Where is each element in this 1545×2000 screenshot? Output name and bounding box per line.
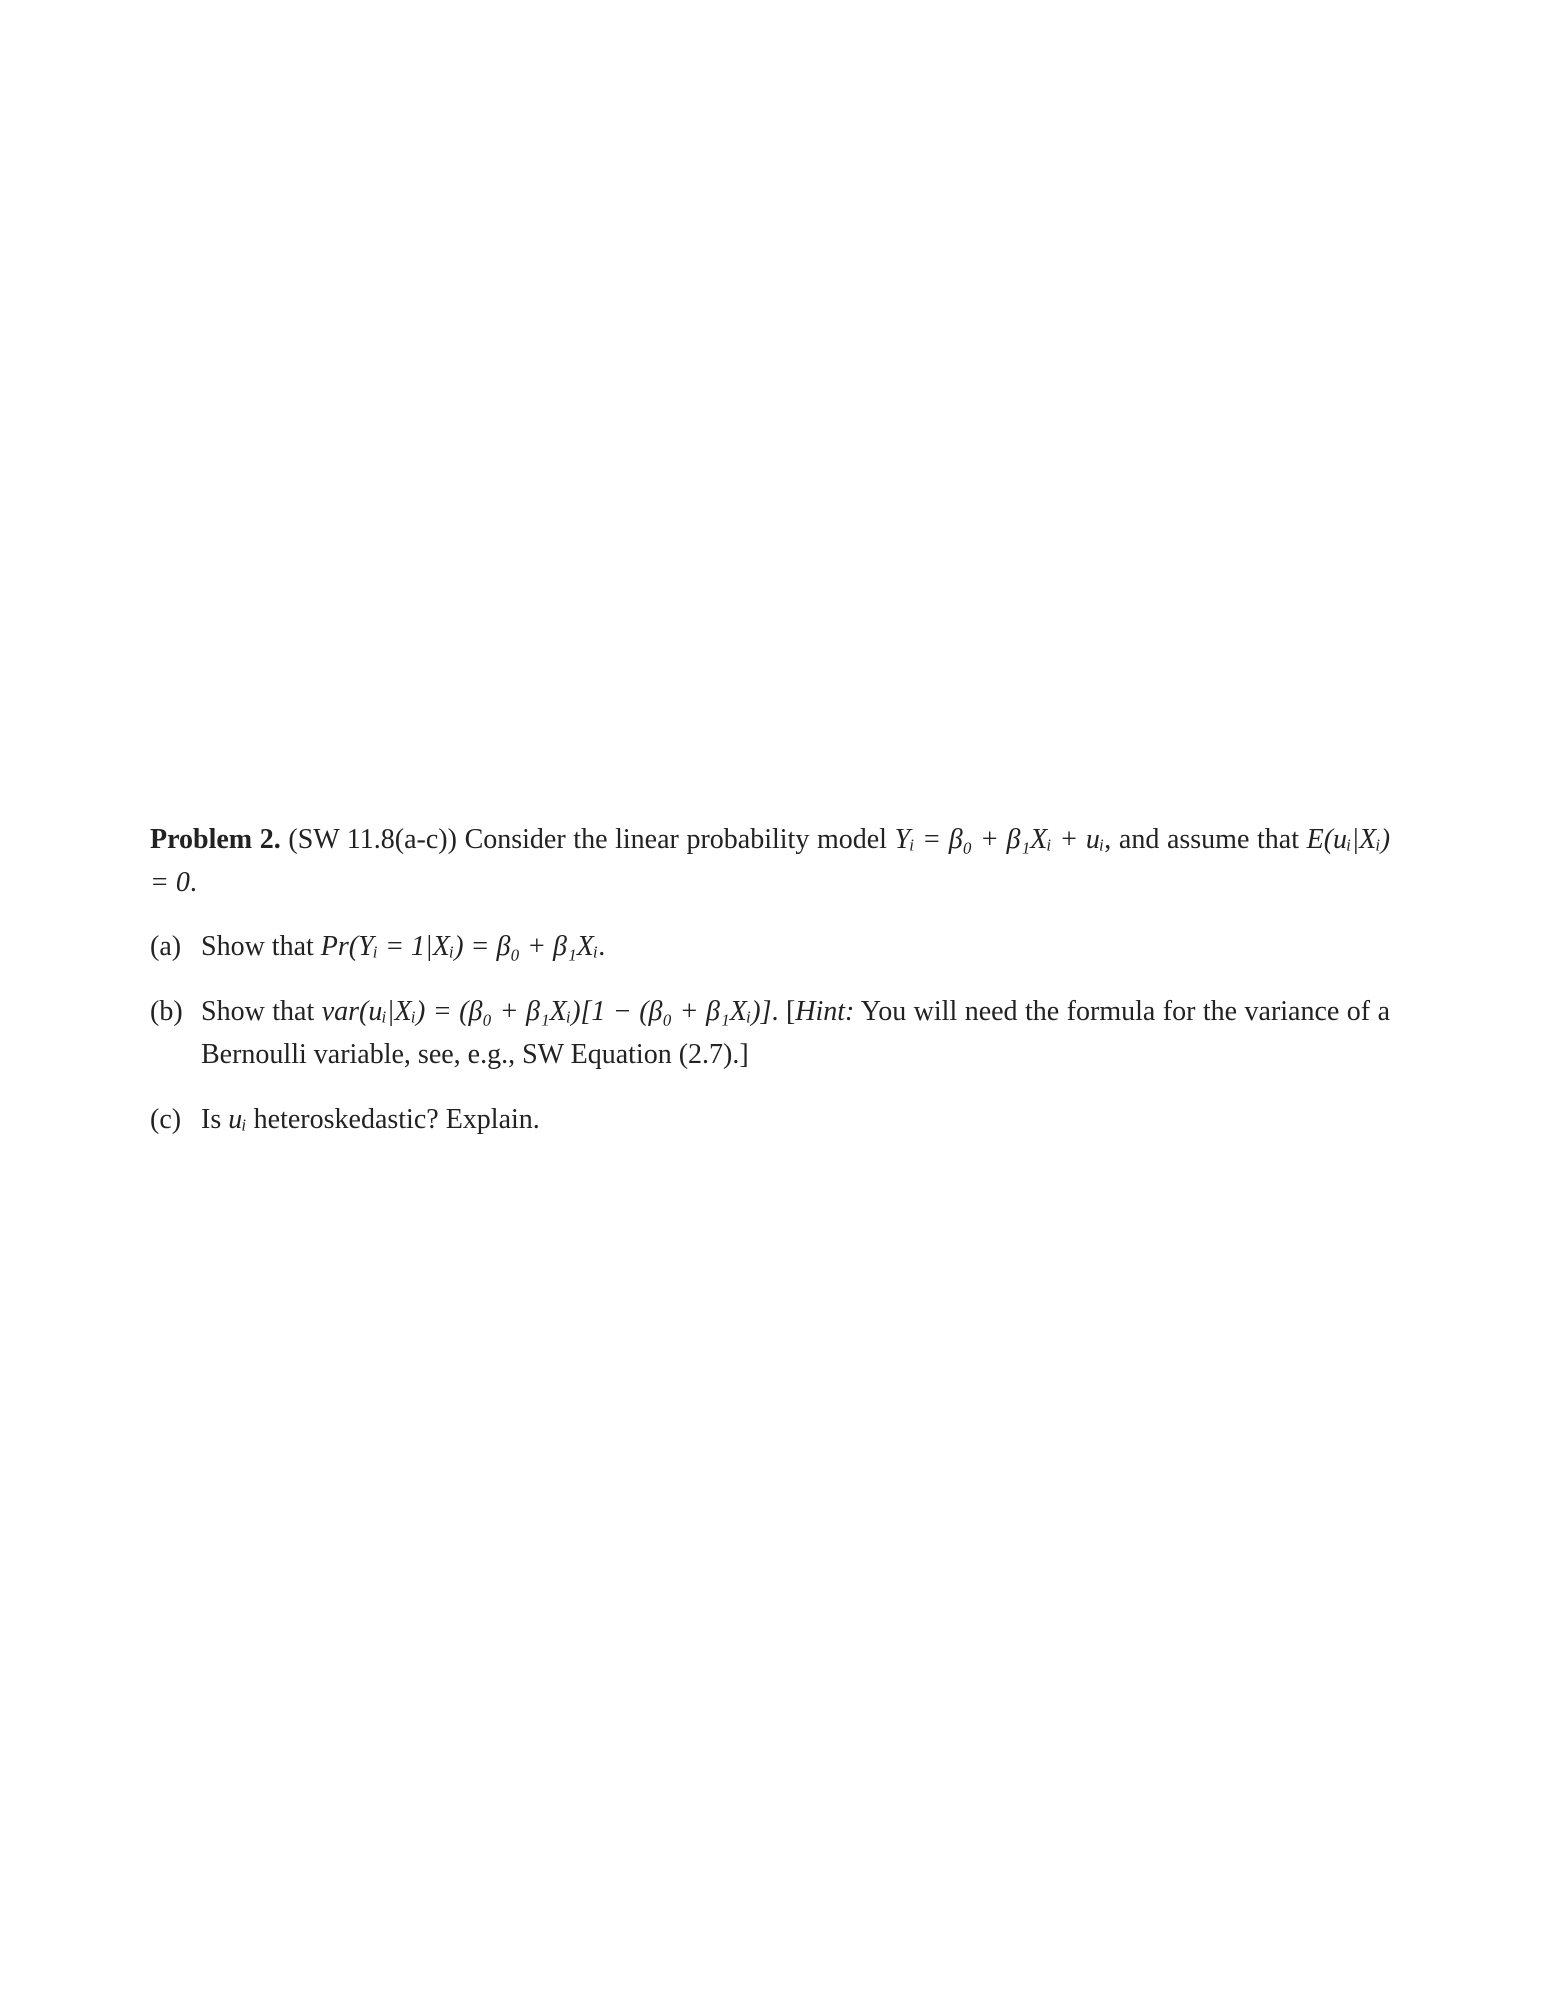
assumption-equation: E(uᵢ|Xᵢ) = 0 — [150, 824, 1391, 898]
part-b-text: Show that — [201, 996, 315, 1027]
problem-intro-text: Consider the linear probability model — [464, 824, 887, 855]
hint-close-bracket: ] — [739, 1039, 749, 1070]
part-a — [150, 925, 1390, 968]
part-a-equation: Pr(Yᵢ = 1|Xᵢ) = β₀ + β₁Xᵢ — [320, 931, 599, 962]
problem-intro-end: . — [189, 867, 197, 898]
part-b — [150, 990, 1390, 1076]
model-equation: Yᵢ = β₀ + β₁Xᵢ + uᵢ — [894, 824, 1105, 855]
part-c-label: (c) — [150, 1104, 182, 1135]
part-b-equation: var(uᵢ|Xᵢ) = (β₀ + β₁Xᵢ)[1 − (β₀ + β₁Xᵢ)] — [321, 996, 772, 1027]
problem-statement — [150, 818, 1390, 904]
problem-heading: Problem 2. — [150, 824, 281, 855]
part-c-variable: uᵢ — [228, 1104, 247, 1135]
part-c — [150, 1098, 1390, 1141]
part-a-end: . — [598, 931, 606, 962]
part-c-text-after: heteroskedastic? Explain. — [253, 1104, 540, 1135]
hint-open-bracket: [ — [785, 996, 796, 1027]
hint-label: Hint: — [795, 996, 855, 1027]
part-b-label: (b) — [150, 996, 183, 1027]
problem-block — [150, 818, 1390, 1141]
hint-text: You will need the formula for the variance of a Bernoulli variable, see, e.g., SW Equation (2.7). — [201, 996, 1391, 1070]
part-b-end: . — [771, 996, 779, 1027]
problem-source: (SW 11.8(a-c)) — [288, 824, 457, 855]
part-a-label: (a) — [150, 931, 182, 962]
part-c-text-before: Is — [201, 1104, 222, 1135]
part-a-text: Show that — [201, 931, 314, 962]
problem-intro-connector: , and assume that — [1104, 824, 1299, 855]
